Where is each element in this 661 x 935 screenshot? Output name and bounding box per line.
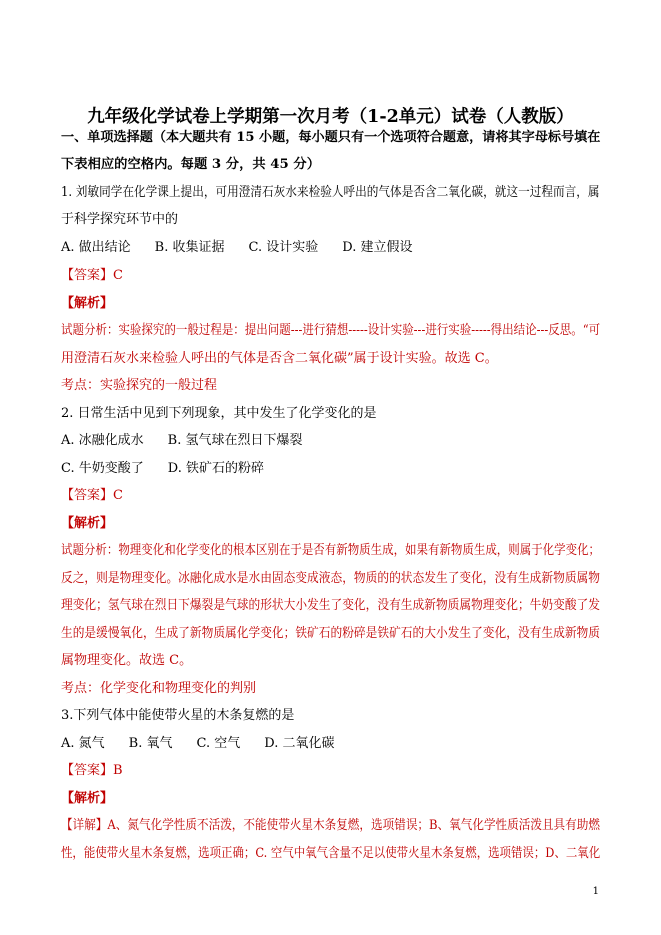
q2-analysis-line: 反之，则是物理变化。冰融化成水是水由固态变成液态，物质的的状态发生了变化，没有生成新物质属物 <box>61 571 600 586</box>
q2-analysis-line: 理变化；氢气球在烈日下爆裂是气球的形状大小发生了变化，没有生成新物质属物理变化；牛奶变酸了发 <box>61 598 600 613</box>
q2-analysis-line: 属物理变化。故选 C。 <box>61 653 193 668</box>
q3-option-a: A. 氮气 <box>61 736 105 751</box>
q2-point: 考点：化学变化和物理变化的判别 <box>61 681 257 696</box>
q1-point: 考点：实验探究的一般过程 <box>61 378 218 393</box>
q3-option-c: C. 空气 <box>196 736 241 751</box>
q2-analysis-line: 生的是缓慢氧化，生成了新物质属化学变化；铁矿石的粉碎是铁矿石的大小发生了变化，没有生成新物质 <box>61 626 600 641</box>
q3-detail-line1: 【详解】A、氮气化学性质不活泼，不能使带火星木条复燃，选项错误；B、氧气化学性质活泼且具有助燃 <box>61 818 600 833</box>
q1-option-c: C. 设计实验 <box>248 240 319 255</box>
q2-analysis-line: 试题分析：物理变化和化学变化的根本区别在于是否有新物质生成，如果有新物质生成，则属于化学变化； <box>61 543 601 558</box>
q2-option-c: C. 牛奶变酸了 <box>61 461 144 476</box>
q1-options <box>61 240 436 256</box>
q3-analysis-label: 【解析】 <box>61 791 114 806</box>
q3-options <box>61 736 358 752</box>
q2-analysis-label: 【解析】 <box>61 516 114 531</box>
section-header-line2: 下表相应的空格内。每题 3 分，共 45 分） <box>61 157 321 172</box>
q1-stem-line2: 于科学探究环节中的 <box>61 212 179 227</box>
q1-option-a: A. 做出结论 <box>61 240 131 255</box>
q3-stem: 3.下列气体中能使带火星的木条复燃的是 <box>61 708 295 723</box>
page-number: 1 <box>592 886 599 897</box>
q1-stem-line1: 1. 刘敏同学在化学课上提出，可用澄清石灰水来检验人呼出的气体是否含二氧化碳，就这一过程而言，属 <box>61 185 600 200</box>
q1-answer: 【答案】C <box>61 268 123 283</box>
q1-analysis-line2: 用澄清石灰水来检验人呼出的气体是否含二氧化碳”属于设计实验。故选 C。 <box>61 351 498 366</box>
q1-analysis-line1: 试题分析：实验探究的一般过程是：提出问题---进行猜想-----设计实验---进行实验-----得出结论---反思。“可 <box>61 323 601 338</box>
q3-option-d: D. 二氧化碳 <box>264 736 335 751</box>
q2-option-b: B. 氢气球在烈日下爆裂 <box>167 433 303 448</box>
q3-answer: 【答案】B <box>61 763 123 778</box>
q2-option-a: A. 冰融化成水 <box>61 433 144 448</box>
q1-option-d: D. 建立假设 <box>342 240 413 255</box>
q2-stem: 2. 日常生活中见到下列现象，其中发生了化学变化的是 <box>61 406 377 421</box>
q3-detail-line2: 性，能使带火星木条复燃，选项正确；C. 空气中氧气含量不足以使带火星木条复燃，选项错误；D、二氧化 <box>61 846 601 861</box>
q2-options-row1 <box>61 433 326 449</box>
q2-answer: 【答案】C <box>61 488 123 503</box>
q1-option-b: B. 收集证据 <box>154 240 225 255</box>
section-header-line1: 一、单项选择题（本大题共有 15 小题，每小题只有一个选项符合题意，请将其字母标号填在 <box>61 130 601 145</box>
q2-option-d: D. 铁矿石的粉碎 <box>167 461 264 476</box>
page-title: 九年级化学试卷上学期第一次月考（1-2单元）试卷（人教版） <box>87 107 574 127</box>
q3-option-b: B. 氧气 <box>128 736 173 751</box>
q1-analysis-label: 【解析】 <box>61 296 114 311</box>
q2-options-row2 <box>61 461 288 477</box>
